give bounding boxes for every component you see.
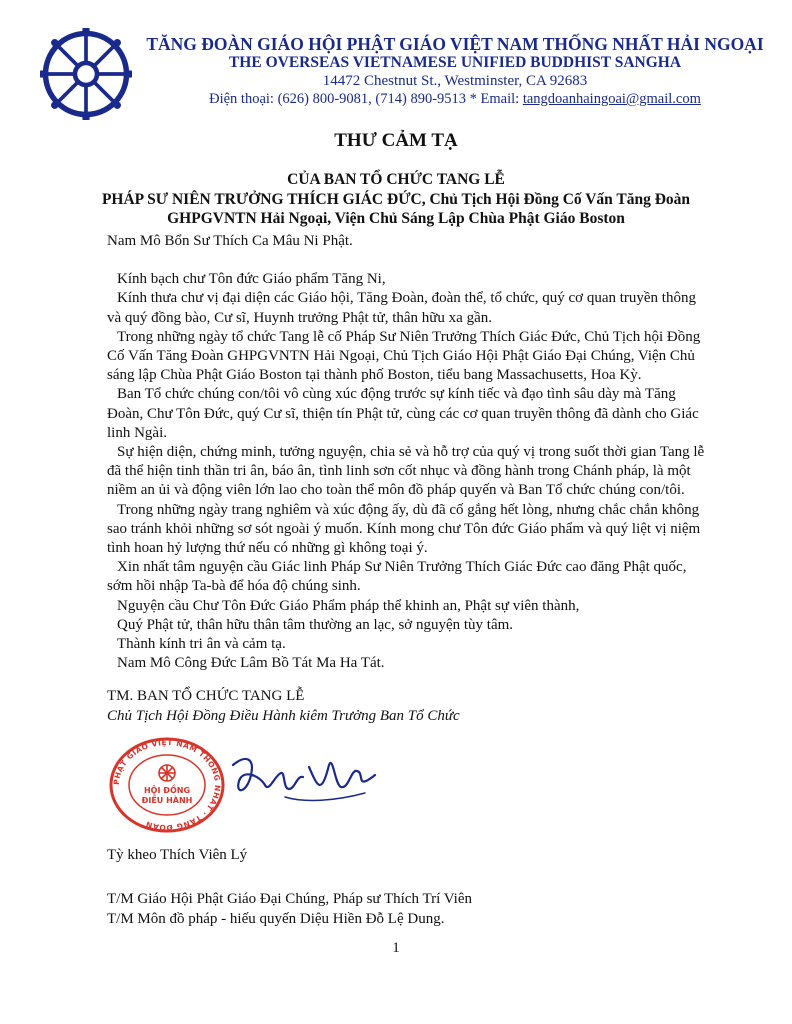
paragraph: Trong những ngày trang nghiêm và xúc động ấy, dù đã cố gắng hết lòng, nhưng chắc chắn không sao tránh khỏi những sơ sót ngoài ý muốn. Kính mong chư Tôn đức Giáo phẩm và quý liệt vị niệm tình hoan hỷ lượng thứ nếu có những gì không toại ý. bbox=[107, 501, 701, 557]
official-seal bbox=[107, 735, 227, 835]
co-signer-line: T/M Giáo Hội Phật Giáo Đại Chúng, Pháp sư Thích Trí Viên bbox=[107, 891, 473, 907]
document-subtitle bbox=[0, 170, 792, 229]
salutation: Kính bạch chư Tôn đức Giáo phẩm Tăng Ni, bbox=[117, 271, 386, 288]
closing-line: Nam Mô Công Đức Lâm Bồ Tát Ma Ha Tát. bbox=[117, 655, 385, 672]
letterhead bbox=[140, 34, 770, 108]
signatory-role: Chủ Tịch Hội Đồng Điều Hành kiêm Trưởng Ban Tổ Chức bbox=[107, 707, 460, 724]
closing-line: Quý Phật tử, thân hữu thân tâm thường an lạc, sở nguyện tùy tâm. bbox=[117, 616, 514, 633]
closing-line: Nguyện cầu Chư Tôn Đức Giáo Phẩm pháp thể khinh an, Phật sự viên thành, bbox=[117, 597, 580, 614]
subtitle-line: CỦA BAN TỔ CHỨC TANG LỄ bbox=[287, 171, 505, 188]
dharma-wheel-logo bbox=[40, 28, 132, 120]
signature-block bbox=[107, 687, 460, 726]
seal-ring-text: PHẬT GIÁO VIỆT NAM THỐNG NHẤT · TĂNG ĐOÀN bbox=[111, 737, 223, 833]
handwritten-signature bbox=[225, 745, 385, 815]
signatory-org: TM. BAN TỔ CHỨC TANG LỄ bbox=[107, 688, 305, 704]
paragraph: Kính thưa chư vị đại diện các Giáo hội, Tăng Đoàn, đoàn thể, tổ chức, quý cơ quan truyền thông và quý đồng bào, Cư sĩ, Huynh trưởng Phật tử, thân hữu xa gần. bbox=[107, 290, 696, 326]
seal-center-line1: HỘI ĐỒNG bbox=[143, 786, 191, 795]
signer-name: Tỳ kheo Thích Viên Lý bbox=[107, 847, 248, 863]
paragraph: Xin nhất tâm nguyện cầu Giác linh Pháp Sư Niên Trưởng Thích Giác Đức cao đăng Phật quốc, sớm hồi nhập Ta-bà để hóa độ chúng sinh. bbox=[107, 559, 687, 595]
letterhead-address: 14472 Chestnut St., Westminster, CA 92683 bbox=[322, 73, 588, 89]
paragraph: Trong những ngày tổ chức Tang lễ cố Pháp Sư Niên Trưởng Thích Giác Đức, Chủ Tịch hội Đồng Cố Vấn Tăng Đoàn GHPGVNTN Hải Ngoại, Chủ Tịch Giáo Hội Phật Giáo Đại Chúng, Viện Chủ sáng lập Chùa Phật Giáo Boston tại thành phố Boston, tiểu bang Massachusetts, Hoa Kỳ. bbox=[107, 328, 701, 384]
co-signers bbox=[107, 890, 472, 929]
page-number: 1 bbox=[392, 940, 400, 956]
paragraph: Ban Tổ chức chúng con/tôi vô cùng xúc động trước sự kính tiếc và đạo tình sâu dày mà Tăng Đoàn, Chư Tôn Đức, quý Cư sĩ, thiện tín Phật tử, cùng các cơ quan truyền thông đã dành cho Giác linh Ngài. bbox=[107, 386, 699, 441]
paragraph: Sự hiện diện, chứng minh, tưởng nguyện, chia sẻ và hỗ trợ của quý vị trong suốt thời gian Tang lễ đã thể hiện tinh thần tri ân, báo ân, tình linh sơn cốt nhục và đồng hành trong Chánh pháp, là một niềm an ủi và động viên lớn lao cho toàn thể môn đồ pháp quyến và Ban Tổ chức chúng con/tôi. bbox=[107, 444, 705, 499]
document-title: THƯ CẢM TẠ bbox=[334, 130, 458, 151]
co-signer-line: T/M Môn đồ pháp - hiếu quyến Diệu Hiền Đỗ Lệ Dung. bbox=[107, 910, 445, 927]
email-link[interactable]: tangdoanhaingoai@gmail.com bbox=[522, 91, 701, 107]
letter-body bbox=[107, 232, 707, 673]
letterhead-phone: Điện thoại: (626) 800-9081, (714) 890-9513 * Email: bbox=[209, 91, 523, 107]
letterhead-org-vn: TĂNG ĐOÀN GIÁO HỘI PHẬT GIÁO VIỆT NAM THỐNG NHẤT HẢI NGOẠI bbox=[146, 34, 764, 54]
subtitle-line: PHÁP SƯ NIÊN TRƯỞNG THÍCH GIÁC ĐỨC, Chủ Tịch Hội Đồng Cố Vấn Tăng Đoàn bbox=[101, 190, 691, 208]
subtitle-line: GHPGVNTN Hải Ngoại, Viện Chủ Sáng Lập Chùa Phật Giáo Boston bbox=[167, 210, 625, 227]
seal-center-line2: ĐIỀU HÀNH bbox=[141, 796, 193, 805]
letterhead-contact bbox=[140, 90, 770, 108]
letterhead-org-en: THE OVERSEAS VIETNAMESE UNIFIED BUDDHIST SANGHA bbox=[228, 54, 682, 71]
closing-line: Thành kính tri ân và cảm tạ. bbox=[117, 636, 286, 653]
opening-invocation: Nam Mô Bổn Sư Thích Ca Mâu Ni Phật. bbox=[107, 233, 353, 249]
